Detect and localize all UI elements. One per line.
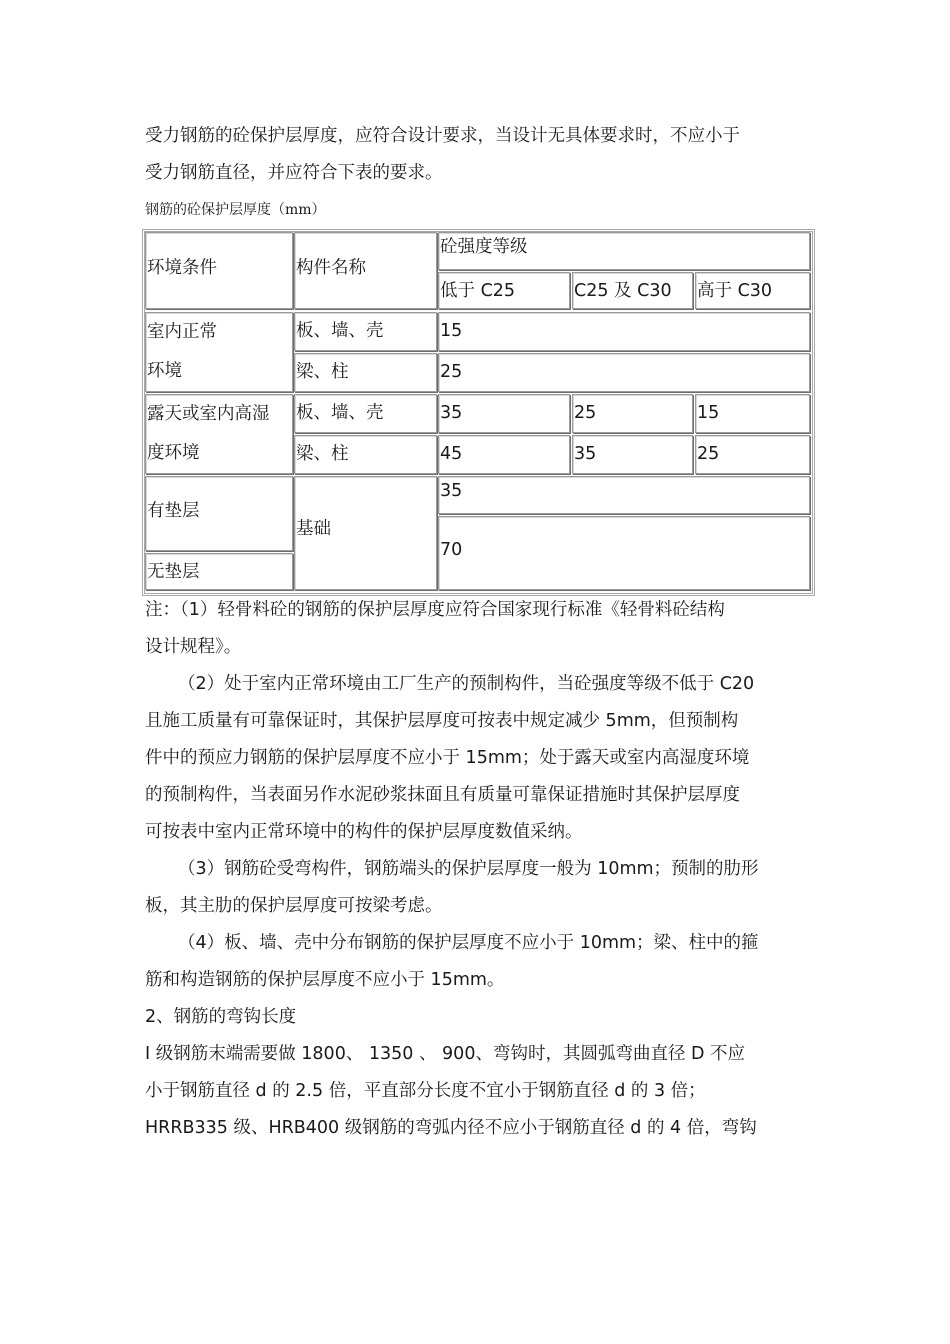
header-c25-c30: C25 及 C30 bbox=[572, 272, 693, 309]
note-line: 且施工质量有可靠保证时，其保护层厚度可按表中规定减少 5mm，但预制构 bbox=[145, 711, 739, 731]
body-line: Ⅰ 级钢筋末端需要做 1800、 1350 、 900、弯钩时，其圆弧弯曲直径 D 不应 bbox=[145, 1044, 746, 1064]
value-cell: 25 bbox=[572, 394, 693, 433]
value-cell: 25 bbox=[695, 435, 810, 474]
env-without-cushion: 无垫层 bbox=[145, 553, 293, 590]
value-cell: 15 bbox=[438, 312, 810, 351]
member-beam-column: 梁、柱 bbox=[294, 353, 437, 392]
value-cell: 25 bbox=[438, 353, 810, 392]
member-foundation: 基础 bbox=[294, 476, 437, 590]
note-line: 筋和构造钢筋的保护层厚度不应小于 15mm。 bbox=[145, 970, 505, 990]
env-text: 室内正常 bbox=[147, 322, 217, 342]
body-line: HRRB335 级、HRB400 级钢筋的弯弧内径不应小于钢筋直径 d 的 4 倍，弯钩 bbox=[145, 1118, 757, 1138]
intro-line: 受力钢筋的砼保护层厚度，应符合设计要求，当设计无具体要求时，不应小于 bbox=[145, 126, 740, 146]
header-environment: 环境条件 bbox=[145, 232, 293, 309]
note-line: 件中的预应力钢筋的保护层厚度不应小于 15mm；处于露天或室内高湿度环境 bbox=[145, 748, 750, 768]
member-beam-column: 梁、柱 bbox=[294, 435, 437, 474]
note-line: 的预制构件，当表面另作水泥砂浆抹面且有质量可靠保证措施时其保护层厚度 bbox=[145, 785, 740, 805]
note-line: （4）板、墙、壳中分布钢筋的保护层厚度不应小于 10mm；梁、柱中的箍 bbox=[178, 933, 759, 953]
table-caption: 钢筋的砼保护层厚度（mm） bbox=[145, 202, 326, 218]
note-line: 设计规程》。 bbox=[145, 637, 242, 657]
env-indoor-normal bbox=[145, 312, 293, 392]
value-cell: 35 bbox=[438, 476, 810, 514]
env-text: 环境 bbox=[147, 361, 182, 381]
header-member: 构件名称 bbox=[294, 232, 437, 309]
value-cell: 15 bbox=[695, 394, 810, 433]
value-cell: 45 bbox=[438, 435, 570, 474]
intro-paragraph bbox=[145, 118, 740, 192]
note-line: 注：（1）轻骨料砼的钢筋的保护层厚度应符合国家现行标准《轻骨料砼结构 bbox=[145, 600, 725, 620]
intro-line: 受力钢筋直径，并应符合下表的要求。 bbox=[145, 163, 443, 183]
env-outdoor-humid bbox=[145, 394, 293, 474]
value-cell: 70 bbox=[438, 516, 810, 590]
member-slab-wall-shell: 板、墙、壳 bbox=[294, 394, 437, 433]
note-line: 板，其主肋的保护层厚度可按梁考虑。 bbox=[145, 896, 443, 916]
header-grade: 砼强度等级 bbox=[438, 232, 810, 270]
note-line: 可按表中室内正常环境中的构件的保护层厚度数值采纳。 bbox=[145, 822, 583, 842]
cover-thickness-table bbox=[142, 229, 815, 596]
value-cell: 35 bbox=[438, 394, 570, 433]
note-line: （3）钢筋砼受弯构件，钢筋端头的保护层厚度一般为 10mm；预制的肋形 bbox=[178, 859, 759, 879]
header-above-c30: 高于 C30 bbox=[695, 272, 810, 309]
section-heading: 2、钢筋的弯钩长度 bbox=[145, 1007, 297, 1027]
env-text: 露天或室内高湿 bbox=[147, 404, 270, 424]
header-below-c25: 低于 C25 bbox=[438, 272, 570, 309]
notes-section bbox=[145, 592, 815, 1147]
env-with-cushion: 有垫层 bbox=[145, 476, 293, 551]
value-cell: 35 bbox=[572, 435, 693, 474]
body-line: 小于钢筋直径 d 的 2.5 倍，平直部分长度不宜小于钢筋直径 d 的 3 倍； bbox=[145, 1081, 706, 1101]
member-slab-wall-shell: 板、墙、壳 bbox=[294, 312, 437, 351]
note-line: （2）处于室内正常环境由工厂生产的预制构件，当砼强度等级不低于 C20 bbox=[178, 674, 755, 694]
env-text: 度环境 bbox=[147, 443, 200, 463]
